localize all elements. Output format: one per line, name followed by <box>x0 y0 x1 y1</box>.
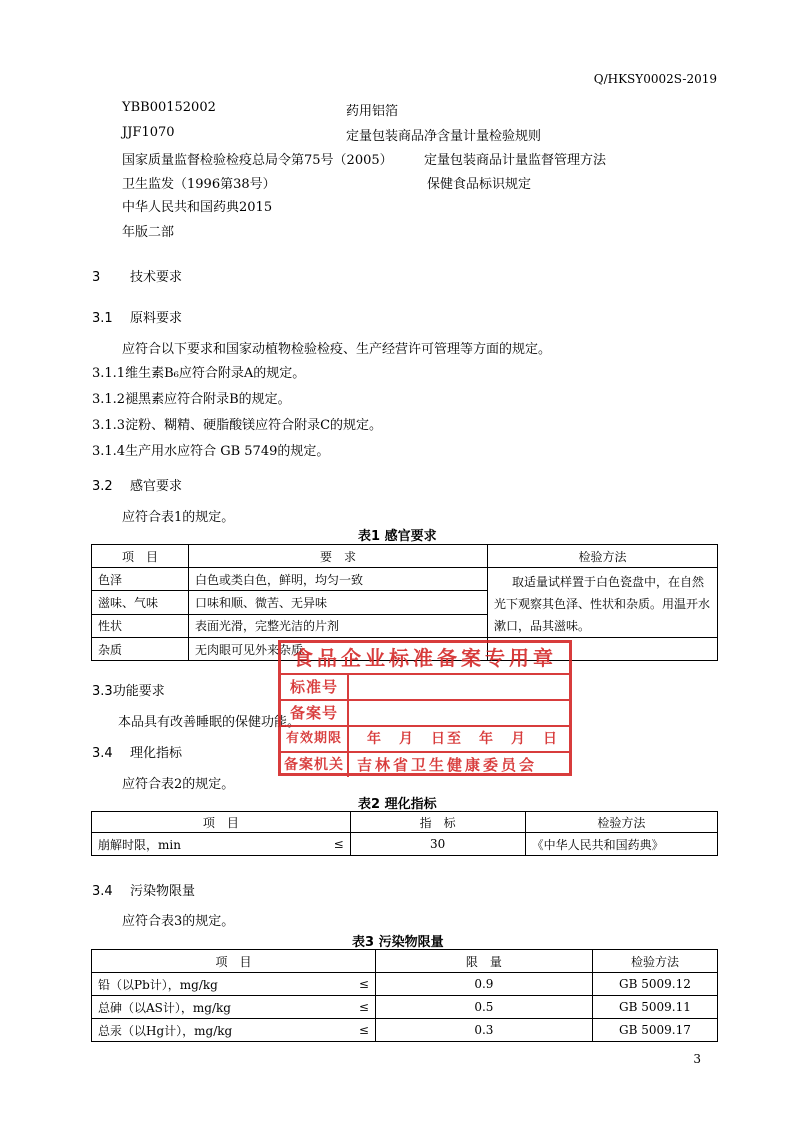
stamp-value <box>349 675 569 699</box>
table-cell: 杂质 <box>92 638 189 661</box>
section-heading <box>92 266 182 285</box>
table-header-row <box>92 950 718 973</box>
section-number: 3.4 <box>92 746 113 761</box>
page-number: 3 <box>693 1052 701 1066</box>
table-cell: ≤ <box>343 996 376 1019</box>
stamp-row <box>281 701 569 727</box>
table-cell: 铅（以Pb计），mg/kg <box>92 973 343 996</box>
table-row <box>92 996 718 1019</box>
stamp-value: 年 月 日至 年 月 日 <box>367 731 559 747</box>
stamp-value: 吉林省卫生健康委员会 <box>357 756 538 774</box>
column-header: 检验方法 <box>525 812 717 833</box>
section-title: 理化指标 <box>130 746 183 761</box>
paragraph: 应符合表2的规定。 <box>122 777 235 792</box>
method-line: 取适量试样置于白色瓷盘中，在自然 <box>512 575 705 589</box>
table-cell: 30 <box>350 833 525 856</box>
stamp-label: 备案机关 <box>281 753 349 777</box>
stamp-row <box>281 675 569 701</box>
table-row <box>92 568 718 591</box>
table-cell: 崩解时限，min <box>92 833 318 856</box>
table-cell: 0.5 <box>375 996 592 1019</box>
clause-item: 3.1.4生产用水应符合 GB 5749的规定。 <box>92 444 330 459</box>
column-header: 检验方法 <box>592 950 717 973</box>
reference-code: JJF1070 <box>122 125 175 140</box>
column-header: 限 量 <box>375 950 592 973</box>
clause-item: 3.1.3淀粉、糊精、硬脂酸镁应符合附录C的规定。 <box>92 418 383 433</box>
section-heading <box>92 307 182 326</box>
physchem-table <box>91 811 718 856</box>
clause-item: 3.1.1维生素B₆应符合附录A的规定。 <box>92 366 306 381</box>
table-cell: 总砷（以AS计），mg/kg <box>92 996 343 1019</box>
reference-title: 定量包装商品计量监督管理方法 <box>424 153 607 168</box>
contaminant-table <box>91 949 718 1042</box>
reference-title: 定量包装商品净含量计量检验规则 <box>346 129 542 144</box>
table-cell: 0.9 <box>375 973 592 996</box>
reference-code: 卫生监发（1996第38号） <box>122 177 276 192</box>
reference-code: 中华人民共和国药典2015 <box>122 200 273 215</box>
column-header: 项 目 <box>92 950 376 973</box>
table-row <box>92 973 718 996</box>
section-title: 功能要求 <box>112 684 165 699</box>
section-number: 3.1 <box>92 311 113 326</box>
stamp-row <box>281 727 569 753</box>
column-header: 检验方法 <box>488 545 718 568</box>
section-title: 感官要求 <box>130 479 183 494</box>
table-cell: 《中华人民共和国药典》 <box>525 833 717 856</box>
section-title: 污染物限量 <box>130 884 196 899</box>
table-header-row <box>92 545 718 568</box>
paragraph: 应符合以下要求和国家动植物检验检疫、生产经营许可管理等方面的规定。 <box>122 342 552 357</box>
table-cell: GB 5009.17 <box>592 1019 717 1042</box>
table-cell: 0.3 <box>375 1019 592 1042</box>
stamp-label: 标准号 <box>281 675 349 699</box>
section-heading <box>92 680 165 699</box>
stamp-label: 有效期限 <box>281 727 349 751</box>
paragraph: 应符合表3的规定。 <box>122 914 235 929</box>
section-number: 3.3 <box>92 684 113 699</box>
table-cell: 总汞（以Hg计），mg/kg <box>92 1019 343 1042</box>
section-heading <box>92 475 182 494</box>
table-cell: 白色或类白色，鲜明，均匀一致 <box>189 568 488 591</box>
method-cell <box>488 568 718 638</box>
section-number: 3.2 <box>92 479 113 494</box>
stamp-row <box>281 753 569 777</box>
column-header: 项 目 <box>92 545 189 568</box>
filing-stamp <box>278 640 572 776</box>
stamp-value <box>349 701 569 725</box>
paragraph: 本品具有改善睡眠的保健功能。 <box>118 715 301 730</box>
section-number: 3.4 <box>92 884 113 899</box>
section-heading <box>92 742 182 761</box>
reference-code: 年版二部 <box>122 225 175 240</box>
stamp-label: 备案号 <box>281 701 349 725</box>
section-heading <box>92 880 195 899</box>
table-caption: 表3 污染物限量 <box>352 935 444 950</box>
table-caption: 表2 理化指标 <box>358 797 437 812</box>
table-cell: 滋味、气味 <box>92 591 189 614</box>
table-cell: GB 5009.11 <box>592 996 717 1019</box>
section-title: 原料要求 <box>130 311 183 326</box>
table-cell: ≤ <box>343 973 376 996</box>
paragraph: 应符合表1的规定。 <box>122 510 235 525</box>
method-line: 光下观察其色泽、性状和杂质。用温开水 <box>494 597 711 611</box>
table-caption: 表1 感官要求 <box>358 529 437 544</box>
column-header: 要 求 <box>189 545 488 568</box>
table-cell: 口味和顺、微苦、无异味 <box>189 591 488 614</box>
reference-title: 药用铝箔 <box>346 104 399 119</box>
table-cell: GB 5009.12 <box>592 973 717 996</box>
section-number: 3 <box>92 270 101 285</box>
reference-title: 保健食品标识规定 <box>427 177 532 192</box>
method-line: 漱口，品其滋味。 <box>494 619 591 633</box>
table-cell: 色泽 <box>92 568 189 591</box>
column-header: 指 标 <box>350 812 525 833</box>
clause-item: 3.1.2褪黑素应符合附录B的规定。 <box>92 392 291 407</box>
table-row <box>92 833 718 856</box>
table-cell: ≤ <box>318 833 351 856</box>
document-code: Q/HKSY0002S-2019 <box>593 72 717 86</box>
column-header: 项 目 <box>92 812 351 833</box>
table-cell: ≤ <box>343 1019 376 1042</box>
table-cell: 无肉眼可见外来杂质 <box>189 638 488 661</box>
reference-code: YBB00152002 <box>122 100 216 115</box>
table-header-row <box>92 812 718 833</box>
section-title: 技术要求 <box>130 270 183 285</box>
reference-code: 国家质量监督检验检疫总局令第75号（2005） <box>122 153 393 168</box>
table-cell: 性状 <box>92 614 189 637</box>
stamp-title: 食品企业标准备案专用章 <box>281 643 569 675</box>
table-row <box>92 1019 718 1042</box>
table-cell: 表面光滑，完整光洁的片剂 <box>189 614 488 637</box>
